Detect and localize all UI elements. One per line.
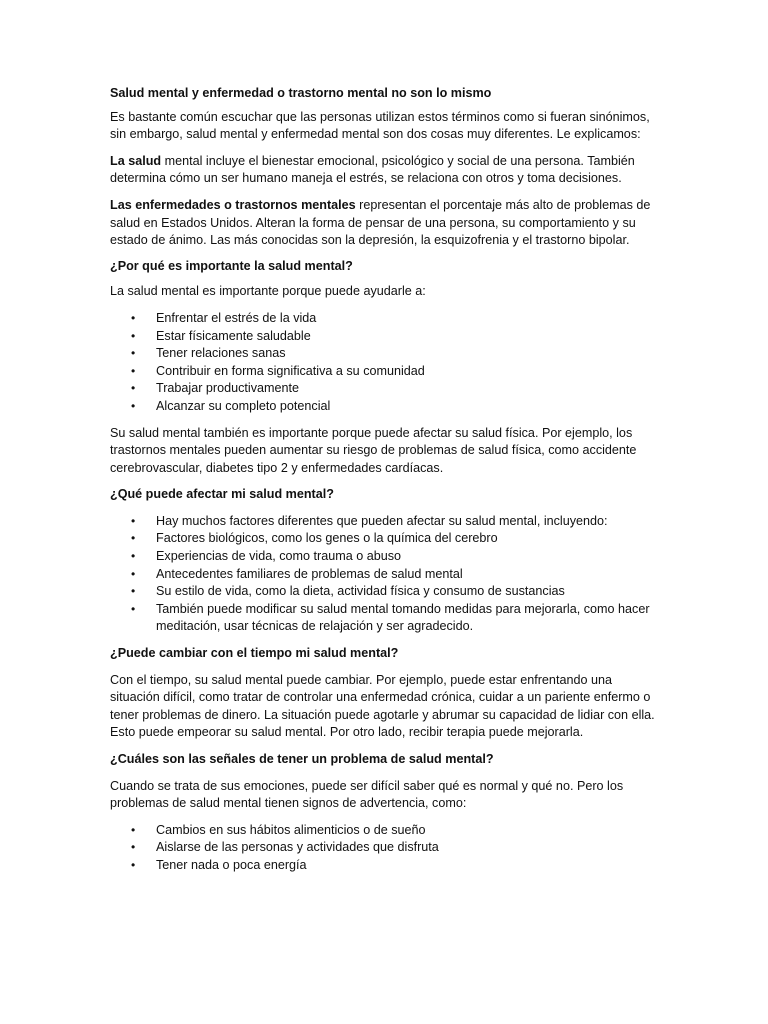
intro-paragraph: Es bastante común escuchar que las personas utilizan estos términos como si fueran sinónimos, sin embargo, salud mental y enfermedad mental son dos cosas muy diferentes. Le explicamos: — [110, 109, 650, 142]
bullet-icon: • — [131, 549, 136, 564]
bullet-icon: • — [131, 363, 136, 378]
salud-definition-term: La salud — [110, 153, 162, 168]
bullet-icon: • — [131, 566, 136, 581]
bullet-icon: • — [131, 513, 136, 528]
list-item: • Tener relaciones sanas — [110, 345, 658, 363]
list-item: • Alcanzar su completo potencial — [110, 398, 658, 416]
bullet-icon: • — [131, 531, 136, 546]
list-item: • Hay muchos factores diferentes que pueden afectar su salud mental, incluyendo: — [110, 513, 658, 531]
list-item: • Factores biológicos, como los genes o la química del cerebro — [110, 530, 658, 548]
signs-list — [110, 822, 658, 875]
importance-lead: La salud mental es importante porque puede ayudarle a: — [110, 284, 426, 299]
document-page — [110, 85, 658, 875]
list-item: • Contribuir en forma significativa a su comunidad — [110, 363, 658, 381]
factors-list — [110, 513, 658, 636]
bullet-icon: • — [131, 857, 136, 872]
signs-heading: ¿Cuáles son las señales de tener un problema de salud mental? — [110, 752, 494, 766]
list-item: • Tener nada o poca energía — [110, 857, 658, 875]
bullet-icon: • — [131, 840, 136, 855]
bullet-icon: • — [131, 398, 136, 413]
change-heading: ¿Puede cambiar con el tiempo mi salud mental? — [110, 646, 399, 661]
list-item: • Estar físicamente saludable — [110, 328, 658, 346]
bullet-icon: • — [131, 381, 136, 396]
list-item: • También puede modificar su salud mental tomando medidas para mejorarla, como hacer meditación, usar técnicas de relajación y ser agradecido. — [131, 601, 650, 634]
list-item: • Antecedentes familiares de problemas de salud mental — [110, 566, 658, 584]
importance-closing: Su salud mental también es importante porque puede afectar su salud física. Por ejemplo, los trastornos mentales pueden aumentar su riesgo de problemas de salud física, como accidente cerebrovascular, diabetes tipo 2 y enfermedades cardíacas. — [110, 425, 637, 475]
bullet-icon: • — [131, 822, 136, 837]
document-title: Salud mental y enfermedad o trastorno mental no son lo mismo — [110, 86, 492, 100]
bullet-icon: • — [131, 346, 136, 361]
factors-heading: ¿Qué puede afectar mi salud mental? — [110, 487, 334, 502]
list-item: • Cambios en sus hábitos alimenticios o de sueño — [110, 822, 658, 840]
salud-definition-text: mental incluye el bienestar emocional, psicológico y social de una persona. También determina cómo un ser humano maneja el estrés, se relaciona con otros y toma decisiones. — [110, 153, 635, 186]
list-item: • Aislarse de las personas y actividades que disfruta — [110, 839, 658, 857]
signs-lead: Cuando se trata de sus emociones, puede ser difícil saber qué es normal y qué no. Pero los problemas de salud mental tienen signos de advertencia, como: — [110, 778, 624, 811]
list-item: • Enfrentar el estrés de la vida — [110, 310, 658, 328]
list-item: • Trabajar productivamente — [110, 380, 658, 398]
enfermedad-definition-term: Las enfermedades o trastornos mentales — [110, 197, 356, 212]
enfermedad-definition-paragraph — [110, 197, 658, 250]
bullet-icon: • — [131, 310, 136, 325]
list-item: • Experiencias de vida, como trauma o abuso — [110, 548, 658, 566]
bullet-icon: • — [131, 584, 136, 599]
enfermedad-definition-text: representan el porcentaje más alto de problemas de salud en Estados Unidos. Alteran la forma de pensar de una persona, su comportamiento y su estado de ánimo. Las más conocidas son la depresión, la esquizofrenia y el trastorno bipolar. — [110, 197, 651, 248]
salud-definition-paragraph — [110, 153, 658, 188]
bullet-icon: • — [131, 328, 136, 343]
change-paragraph: Con el tiempo, su salud mental puede cambiar. Por ejemplo, puede estar enfrentando una situación difícil, como tratar de controlar una enfermedad crónica, cuidar a un pariente enfermo o tener problemas de dinero. La situación puede agotarle y abrumar su capacidad de lidiar con ella. Esto puede empeorar su salud mental. Por otro lado, recibir terapia puede mejorarla. — [110, 672, 655, 740]
list-item: • Su estilo de vida, como la dieta, actividad física y consumo de sustancias — [110, 583, 658, 601]
importance-list — [110, 310, 658, 416]
importance-heading: ¿Por qué es importante la salud mental? — [110, 258, 353, 273]
bullet-icon: • — [131, 601, 136, 616]
